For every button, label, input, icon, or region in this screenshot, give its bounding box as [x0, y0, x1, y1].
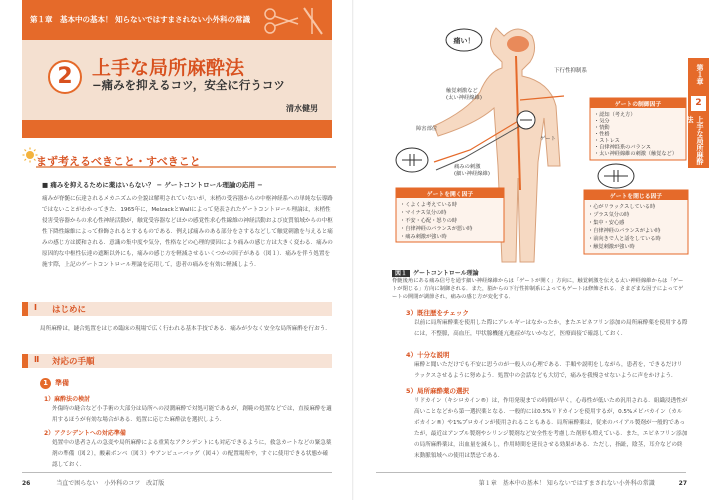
sub-paragraph-5: リドカイン（キシロカイン®）は，作用発現までの時間が早く，心毒性が低いため汎用される．組織浸透性が高いことなどから第一選択薬となる．一般的には0.5%リドカインを使用するが，0.5%メピバカイン（カルボカイン®）や1%プロカインが使用されることもある．局所麻酔薬は，従来のバイアル製剤が一般的であったが，最近はアンプル製剤やシリンジ製剤など安全性を考慮した剤形も増えている．また，エピネフリン添加の局所麻酔薬は，出血量を減らし，作用時間を延長させる効果がある．ただし，指趾，陰茎，耳介などの終末動脈領域への使用は禁忌である． [414, 398, 688, 459]
section-number: 2 [48, 60, 82, 94]
gate-close-item: ・集中・安心感 [588, 220, 625, 226]
sub-heading-2: 2）アクシデントへの対応準備 [44, 430, 126, 437]
pain-stim-label: 痛みの刺激(細い神経線維) [454, 164, 490, 177]
focus-paragraph: 痛みが脊髄に伝達されるメカニズムの全貌は解明されていないが，末梢の受容器からの中枢神経系への単純な伝導路ではないことがわかってきた．1965年に，MelzackとWallによって発表されたゲートコントロール理論は，末梢性侵害受容器からの求心性神経活動が，触覚受容器などほかの感覚性求心性線維の神経活動および皮質領域からの中枢性下降性線維によって修飾されるとするものである．例えば痛みのある部分をさするなどして触覚刺激を与えると痛みの感じ方は緩和される．意識の集中度や気分，性格などの心理的要因により痛みの感じ方は大きく変わる．痛みの原因的な中枢性伝達の遮断以外にも，痛みの感じ方を軽減させるいくつかの因子がある（図１）．痛みを伴う処置を施す際，上記のゲートコントロール理論を応用して，患者の痛みを有効に軽減しよう． [42, 196, 333, 268]
sub-paragraph-1: 外傷時の縫合など小手術の大部分は局所への浸潤麻酔で対処可能であるが，創範の処置などでは，直接麻酔を適用するほうが有効な場合がある．処置に応じた麻酔法を選択しよう． [52, 406, 332, 423]
focus-point: ■ 痛みを抑えるために薬はいらない？ − ゲートコントロール理論の応用 − [42, 181, 263, 189]
open-title: ゲートを開く因子 [426, 192, 474, 198]
footer-chapter: 第１章 基本中の基本！ 知らないではすまされない小外科の常識 [478, 480, 655, 487]
touch-label: 触覚刺激など(太い神経線維) [446, 88, 482, 101]
sub-heading-1: 1）麻酔法の検討 [44, 396, 91, 403]
pain-label: 痛い！ [453, 37, 475, 45]
step-heading [40, 378, 69, 389]
gate-factor-item: ・自律神経系のバランス [594, 144, 651, 151]
side-tab-number: 2 [691, 96, 706, 111]
focus-heading-text: まず考えるべきこと・すべきこと [36, 155, 201, 168]
author: 清水健男 [286, 104, 318, 113]
gate-factor-item: ・認知（考え方） [594, 112, 636, 118]
heading-intro [22, 302, 332, 316]
heading-intro-roman: Ⅰ [34, 303, 37, 312]
step-label: 準備 [55, 379, 69, 387]
gate-factor-item: ・太い神経線維の刺激（触覚など） [594, 151, 678, 157]
left-page [0, 0, 354, 500]
intro-paragraph: 局所麻酔は，縫合処置をはじめ臨床の現場で広く行われる基本手技である．痛みが少なく安全な局所麻酔を行おう． [40, 326, 331, 332]
gate-open-box [396, 148, 504, 242]
focus-heading [36, 150, 336, 168]
side-tab-chapter: 第１章 [696, 64, 704, 85]
pain-bubble [446, 29, 482, 51]
figure-caption-label: 図１ [392, 270, 410, 277]
surgical-tools-icon [258, 4, 328, 38]
gate-open-item: ・マイナス気分の時 [400, 210, 447, 216]
close-title: ゲートを閉じる因子 [609, 194, 663, 200]
gate-control-figure [354, 0, 709, 272]
heading-procedure-text: 対応の手順 [52, 357, 95, 367]
gate-factors-box [590, 98, 686, 160]
gate-factor-item: ・気分 [594, 118, 610, 125]
sub-heading-3: 3）既往歴をチェック [406, 309, 469, 317]
footer-book-title: 当直で困らない 小外科のコツ 改訂版 [56, 480, 165, 487]
footer-rule-left [22, 472, 332, 473]
gate-open-item: ・自律神経のバランスが悪い時 [400, 226, 473, 232]
heading-intro-text: はじめに [52, 305, 87, 315]
sub-heading-5: 5）局所麻酔薬の選択 [406, 387, 470, 395]
right-page [354, 0, 709, 500]
gate-open-item: ・くよくよ考えている時 [400, 202, 458, 208]
footer-right [479, 478, 687, 487]
step-number-badge: 1 [40, 378, 51, 389]
gate-open-item: ・不安・心配・怒りの時 [400, 218, 458, 224]
sub-paragraph-3: 以前に局所麻酔薬を使用した際にアレルギーはなかったか，またエピネフリン添加の局所麻酔薬を使用する際には，不整脈，高血圧，甲状腺機能亢進症がないかなど，医療面接で確認しておく． [414, 320, 688, 337]
gate-label: ゲート [540, 136, 556, 142]
heading-procedure-roman: Ⅱ [34, 355, 40, 364]
sub-paragraph-4: 麻酔と聞いただけでも不安に思うのが一般人の心理である．手順や説明をしながら，患者を，できるだけリラックスさせるように努めよう．処置中の会話なども大切で，痛みを我慢させないように声をかけよう． [414, 362, 683, 379]
gate-open-item: ・痛み刺激が強い時 [400, 234, 447, 240]
gate-factor-item: ・情動 [594, 125, 610, 131]
descending-label: 下行性抑制系 [554, 68, 588, 74]
gate-close-item: ・心がリラックスしている時 [588, 204, 656, 210]
footer-left [22, 478, 164, 487]
sub-heading-4: 4）十分な説明 [406, 351, 450, 359]
gate-close-item: ・前向きで人と話をしている時 [588, 236, 661, 242]
page-title: 上手な局所麻酔法 [92, 57, 245, 79]
chapter-side-tab [688, 58, 709, 168]
page-number-left: 26 [22, 480, 31, 487]
gate-close-item: ・触覚刺激が強い時 [588, 244, 635, 250]
injury-label: 障害部位 [416, 126, 438, 132]
gate-close-box [584, 164, 688, 254]
footer-rule-right [376, 472, 686, 473]
page-number-right: 27 [678, 480, 687, 487]
gate-close-item: ・自律神経のバランスがよい時 [588, 228, 661, 234]
sub-paragraph-2: 処置中の患者さんの急変や局所麻酔による重篤なアクシデントにも対応できるように，救急カートなどの緊急薬剤の準備（図２），酸素ボンベ（図３）やアンビューバッグ（図４）の配置場所や，すぐに使用できる状態か確認しておく． [52, 440, 332, 468]
title-box [22, 40, 332, 120]
gate-factor-item: ・性格 [594, 131, 610, 138]
figure-caption-name: ゲートコントロール理論 [413, 270, 479, 277]
heading-procedure [22, 354, 332, 368]
figure-caption-text: 脊髄後角にある痛み信号を通す細い神経線維からは「ゲートが開く」方向に，触覚刺激を伝える太い神経線維からは「ゲートが閉じる」方向に制御される．また，脳からの下行性抑制系によってもゲートは修飾される．さまざまな因子によってゲートの開閉が調節され，痛みの感じ方が変化する． [392, 278, 684, 300]
page-subtitle: −痛みを抑えるコツ，安全に行うコツ [92, 78, 285, 92]
gate-factor-item: ・ストレス [594, 138, 620, 144]
side-tab-title: 上手な局所麻酔法 [686, 116, 704, 165]
chapter-label: 第１章 基本中の基本！ 知らないではすまされない小外科の常識 [30, 15, 251, 24]
gate-close-item: ・プラス気分の時 [588, 212, 630, 218]
factors-title: ゲートの制御因子 [614, 102, 662, 108]
figure-caption-title [392, 268, 479, 277]
